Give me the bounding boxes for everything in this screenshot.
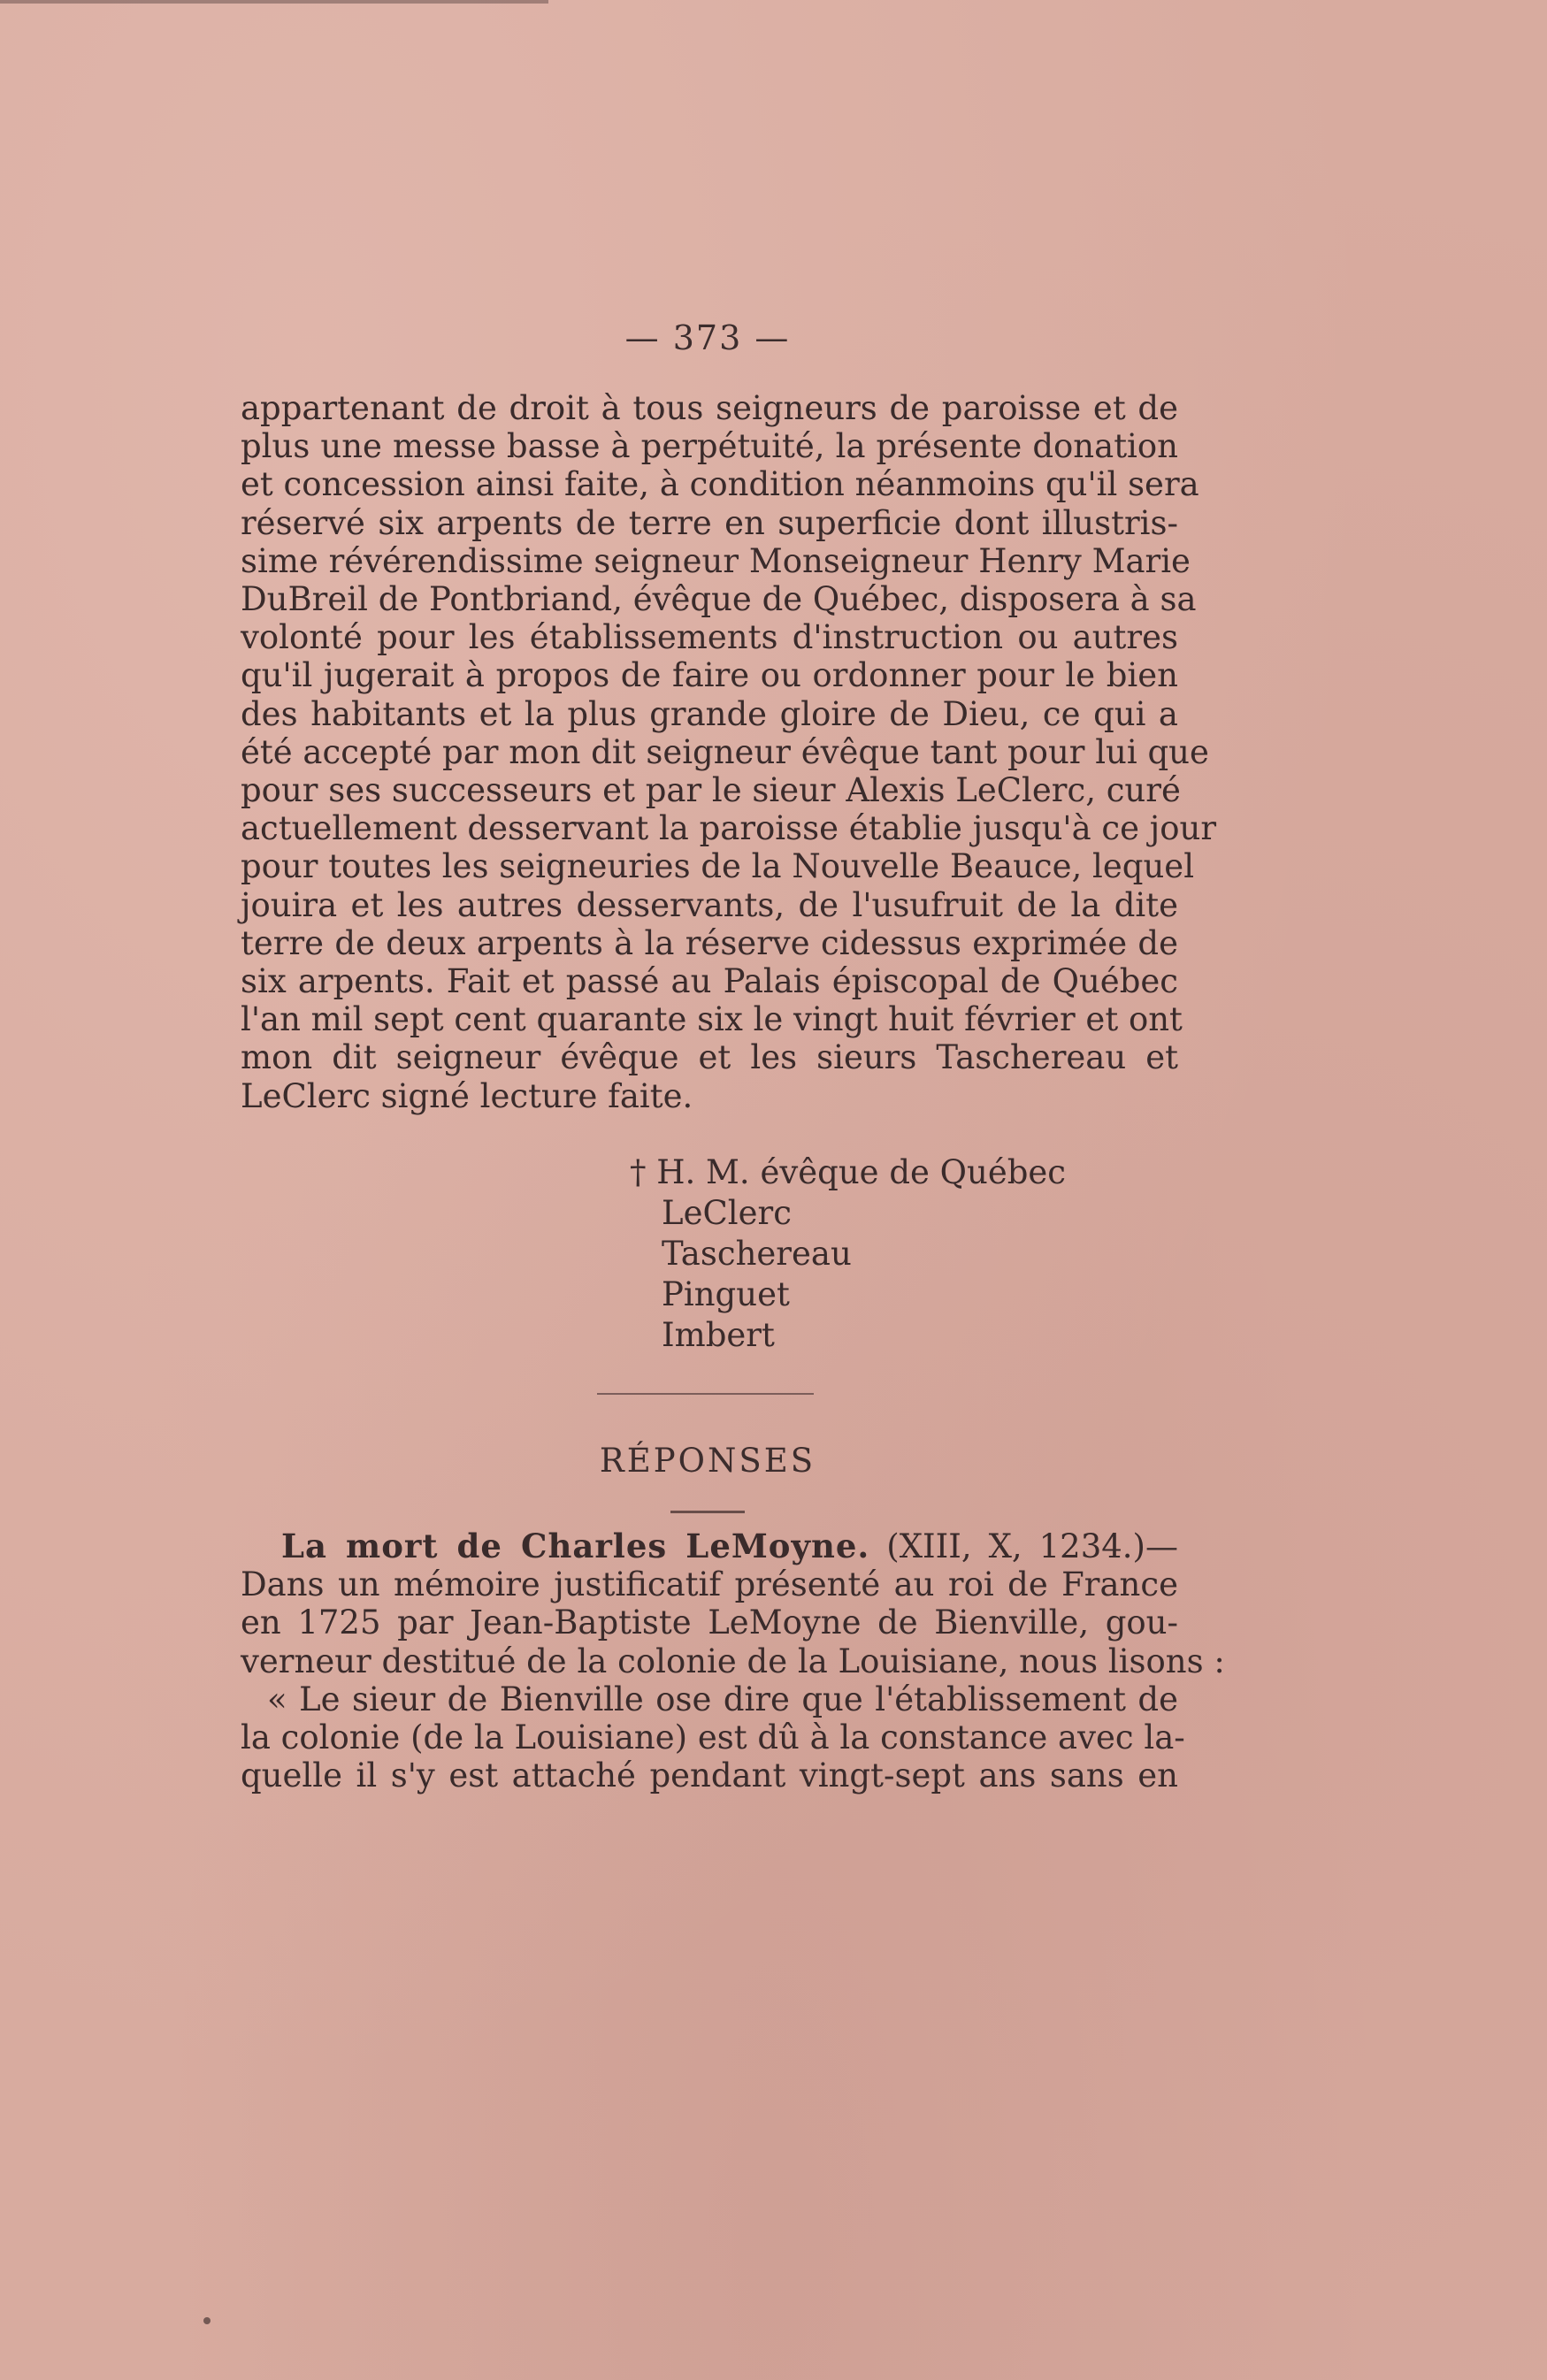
text-line: DuBreil de Pontbriand, évêque de Québec, disposera à sa bbox=[241, 580, 1197, 619]
answer-reference: (XIII, X, 1234.)— bbox=[886, 1527, 1178, 1565]
text-line: terre de deux arpents à la réserve cidessus exprimée de bbox=[241, 923, 1178, 962]
text-line: pour toutes les seigneuries de la Nouvelle Beauce, lequel bbox=[241, 847, 1195, 886]
ink-speck bbox=[203, 2317, 211, 2324]
text-line: et concession ainsi faite, à condition néanmoins qu'il sera bbox=[241, 465, 1199, 504]
answer-entry bbox=[241, 1527, 1225, 1795]
section-heading: RÉPONSES bbox=[599, 1442, 816, 1480]
answer-line: « Le sieur de Bienville ose dire que l'établissement de bbox=[267, 1680, 1178, 1718]
answer-heading-line bbox=[241, 1527, 1178, 1565]
text-line: actuellement desservant la paroisse établie jusqu'à ce jour bbox=[241, 809, 1217, 848]
text-line: réservé six arpents de terre en superficie dont illustris- bbox=[241, 503, 1178, 542]
text-line: qu'il jugerait à propos de faire ou ordonner pour le bien bbox=[241, 656, 1178, 695]
signature-imbert: Imbert bbox=[662, 1316, 775, 1354]
text-line: jouira et les autres desservants, de l'usufruit de la dite bbox=[241, 885, 1178, 924]
answer-line: quelle il s'y est attaché pendant vingt-sept ans sans en bbox=[241, 1756, 1178, 1795]
signature-taschereau: Taschereau bbox=[662, 1235, 852, 1273]
signature-leclerc: LeClerc bbox=[662, 1194, 792, 1232]
text-line: l'an mil sept cent quarante six le vingt huit février et ont bbox=[241, 1000, 1183, 1039]
text-line: des habitants et la plus grande gloire de Dieu, ce qui a bbox=[241, 694, 1178, 733]
text-line: sime révérendissime seigneur Monseigneur Henry Marie bbox=[241, 541, 1191, 580]
deed-text bbox=[241, 389, 1217, 1115]
signature-block bbox=[630, 1152, 1066, 1356]
section-divider bbox=[597, 1393, 814, 1395]
text-line: volonté pour les établissements d'instruction ou autres bbox=[241, 618, 1178, 657]
answer-line: la colonie (de la Louisiane) est dû à la constance avec la- bbox=[241, 1718, 1185, 1757]
heading-rule bbox=[670, 1511, 745, 1513]
text-line: été accepté par mon dit seigneur évêque tant pour lui que bbox=[241, 732, 1209, 771]
text-line: pour ses successeurs et par le sieur Alexis LeClerc, curé bbox=[241, 771, 1181, 810]
answer-line: en 1725 par Jean-Baptiste LeMoyne de Bienville, gou- bbox=[241, 1603, 1178, 1642]
signature-bishop: † H. M. évêque de Québec bbox=[630, 1153, 1067, 1191]
answer-line: Dans un mémoire justificatif présenté au roi de France bbox=[241, 1565, 1178, 1604]
answer-line: verneur destitué de la colonie de la Louisiane, nous lisons : bbox=[241, 1642, 1225, 1680]
text-line: appartenant de droit à tous seigneurs de paroisse et de bbox=[241, 389, 1178, 427]
text-line: plus une messe basse à perpétuité, la présente donation bbox=[241, 427, 1178, 466]
text-line: six arpents. Fait et passé au Palais épiscopal de Québec bbox=[241, 962, 1178, 1001]
text-line: mon dit seigneur évêque et les sieurs Taschereau et bbox=[241, 1038, 1178, 1077]
page-number: — 373 — bbox=[624, 318, 791, 357]
text-line: LeClerc signé lecture faite. bbox=[241, 1076, 693, 1115]
top-edge-rule bbox=[0, 0, 548, 4]
answer-title: La mort de Charles LeMoyne. bbox=[281, 1527, 870, 1565]
signature-pinguet: Pinguet bbox=[662, 1275, 790, 1313]
